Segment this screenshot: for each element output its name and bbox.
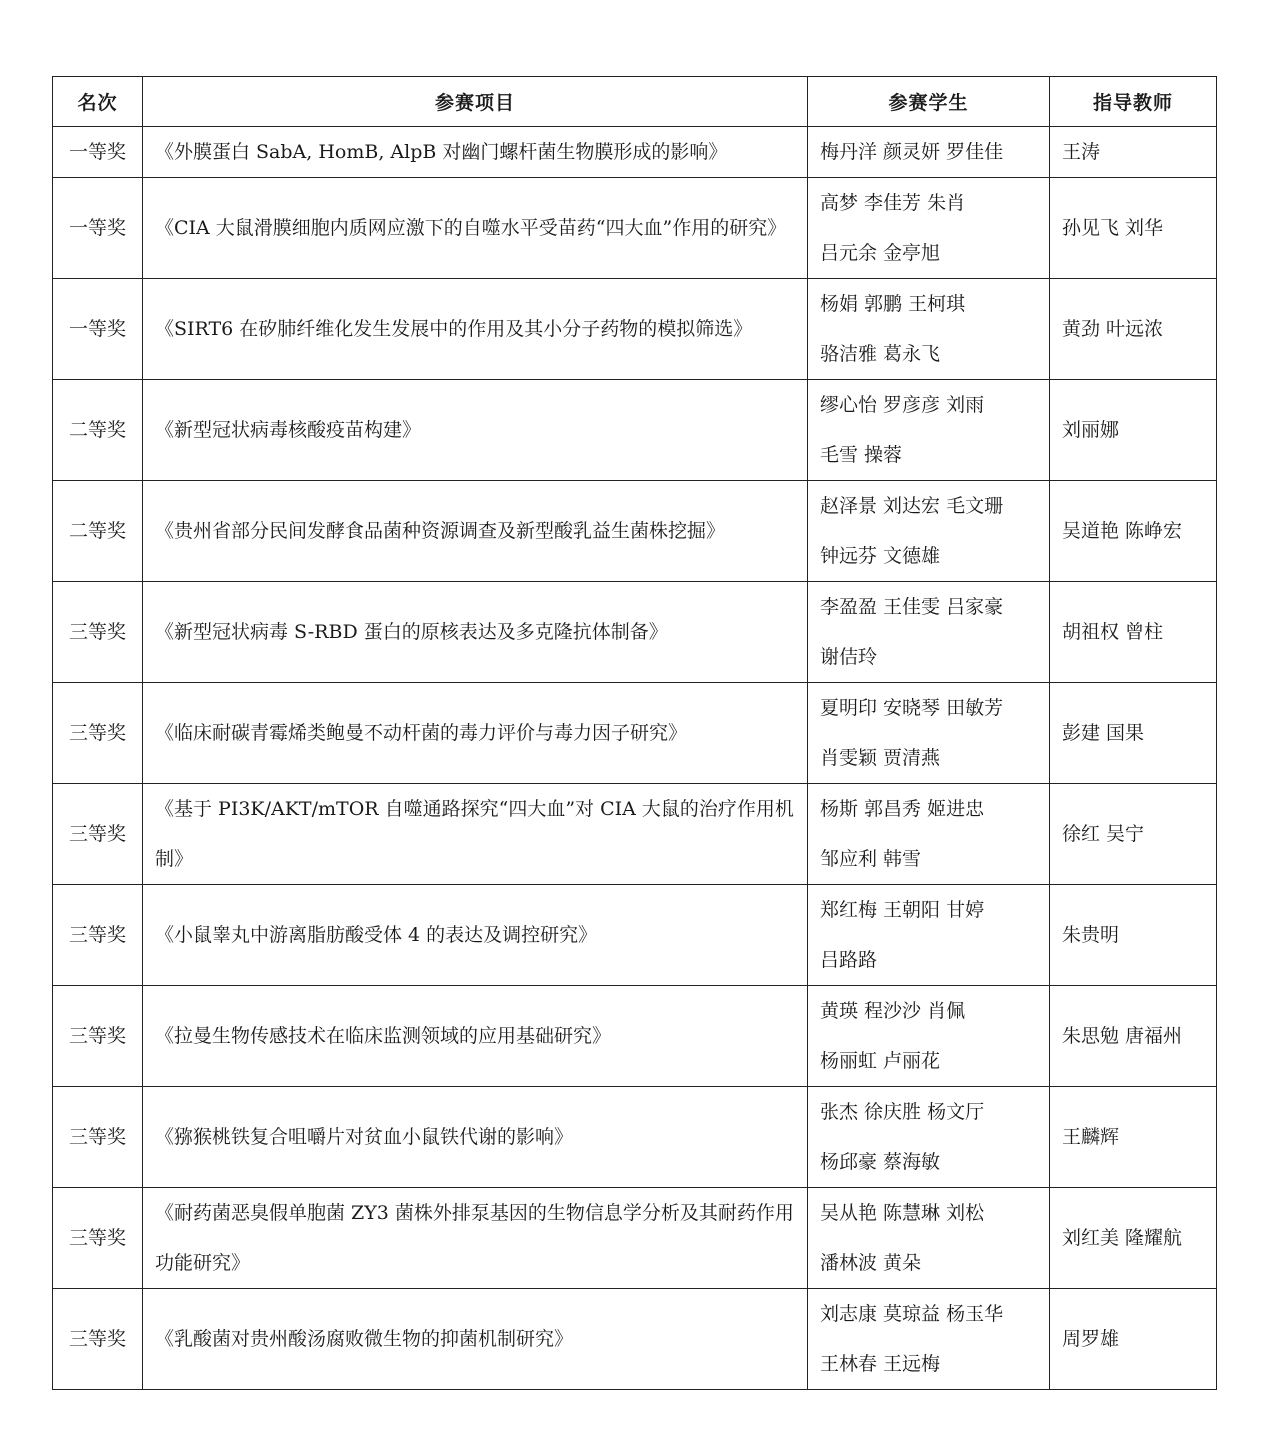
advisor-names: 胡祖权 曾柱: [1050, 582, 1217, 683]
table-row: [53, 1087, 1217, 1188]
advisor-names: 朱思勉 唐福州: [1050, 986, 1217, 1087]
student-list: [808, 1289, 1050, 1390]
award-rank: 一等奖: [53, 279, 143, 380]
student-names-line: 郑红梅 王朝阳 甘婷: [820, 899, 985, 921]
project-title: 《SIRT6 在矽肺纤维化发生发展中的作用及其小分子药物的模拟筛选》: [143, 279, 808, 380]
student-names-line: 毛雪 操蓉: [820, 444, 903, 466]
student-names-line: 黄瑛 程沙沙 肖佩: [820, 1000, 966, 1022]
project-title: 《小鼠睾丸中游离脂肪酸受体 4 的表达及调控研究》: [143, 885, 808, 986]
award-rank: 三等奖: [53, 986, 143, 1087]
table-row: [53, 986, 1217, 1087]
table-row: [53, 127, 1217, 178]
header-project: 参赛项目: [143, 77, 808, 127]
student-names-line: 李盈盈 王佳雯 吕家豪: [820, 596, 1004, 618]
advisor-names: 吴道艳 陈峥宏: [1050, 481, 1217, 582]
header-rank: 名次: [53, 77, 143, 127]
project-title: 《基于 PI3K/AKT/mTOR 自噬通路探究“四大血”对 CIA 大鼠的治疗作用机制》: [143, 784, 808, 885]
student-names-line: 赵泽景 刘达宏 毛文珊: [820, 495, 1004, 517]
project-title: 《耐药菌恶臭假单胞菌 ZY3 菌株外排泵基因的生物信息学分析及其耐药作用功能研究》: [143, 1188, 808, 1289]
project-title: 《CIA 大鼠滑膜细胞内质网应激下的自噬水平受苗药“四大血”作用的研究》: [143, 178, 808, 279]
table-row: [53, 784, 1217, 885]
student-list: [808, 986, 1050, 1087]
awards-table: [52, 76, 1217, 1390]
student-names-line: 杨邱豪 蔡海敏: [820, 1151, 941, 1173]
student-list: [808, 582, 1050, 683]
award-rank: 二等奖: [53, 481, 143, 582]
award-rank: 三等奖: [53, 1087, 143, 1188]
student-names-line: 梅丹洋 颜灵妍 罗佳佳: [820, 141, 1004, 163]
project-title: 《贵州省部分民间发酵食品菌种资源调查及新型酸乳益生菌株挖掘》: [143, 481, 808, 582]
student-list: [808, 683, 1050, 784]
table-row: [53, 1188, 1217, 1289]
advisor-names: 王涛: [1050, 127, 1217, 178]
advisor-names: 黄劲 叶远浓: [1050, 279, 1217, 380]
project-title: 《新型冠状病毒核酸疫苗构建》: [143, 380, 808, 481]
student-names-line: 吴从艳 陈慧琳 刘松: [820, 1202, 985, 1224]
project-title: 《乳酸菌对贵州酸汤腐败微生物的抑菌机制研究》: [143, 1289, 808, 1390]
student-names-line: 潘林波 黄朵: [820, 1252, 922, 1274]
table-row: [53, 683, 1217, 784]
advisor-names: 朱贵明: [1050, 885, 1217, 986]
advisor-names: 刘丽娜: [1050, 380, 1217, 481]
table-row: [53, 582, 1217, 683]
header-row: [53, 77, 1217, 127]
table-body: [53, 127, 1217, 1390]
header-teachers: 指导教师: [1050, 77, 1217, 127]
project-title: 《新型冠状病毒 S-RBD 蛋白的原核表达及多克隆抗体制备》: [143, 582, 808, 683]
table-header: [53, 77, 1217, 127]
table-row: [53, 178, 1217, 279]
student-names-line: 高梦 李佳芳 朱肖: [820, 192, 966, 214]
student-names-line: 骆洁雅 葛永飞: [820, 343, 941, 365]
student-names-line: 杨丽虹 卢丽花: [820, 1050, 941, 1072]
award-rank: 一等奖: [53, 178, 143, 279]
project-title: 《拉曼生物传感技术在临床监测领域的应用基础研究》: [143, 986, 808, 1087]
advisor-names: 王麟辉: [1050, 1087, 1217, 1188]
student-names-line: 钟远芬 文德雄: [820, 545, 941, 567]
table-row: [53, 380, 1217, 481]
award-rank: 三等奖: [53, 1289, 143, 1390]
student-names-line: 谢佶玲: [820, 646, 878, 668]
student-list: [808, 481, 1050, 582]
student-list: [808, 279, 1050, 380]
advisor-names: 刘红美 隆耀航: [1050, 1188, 1217, 1289]
award-rank: 二等奖: [53, 380, 143, 481]
advisor-names: 彭建 国果: [1050, 683, 1217, 784]
project-title: 《临床耐碳青霉烯类鲍曼不动杆菌的毒力评价与毒力因子研究》: [143, 683, 808, 784]
student-names-line: 缪心怡 罗彦彦 刘雨: [820, 394, 985, 416]
student-list: [808, 127, 1050, 178]
student-names-line: 刘志康 莫琼益 杨玉华: [820, 1303, 1004, 1325]
advisor-names: 孙见飞 刘华: [1050, 178, 1217, 279]
award-rank: 三等奖: [53, 1188, 143, 1289]
table-row: [53, 1289, 1217, 1390]
student-names-line: 肖雯颖 贾清燕: [820, 747, 941, 769]
award-rank: 三等奖: [53, 582, 143, 683]
student-list: [808, 784, 1050, 885]
award-rank: 三等奖: [53, 683, 143, 784]
student-names-line: 邹应利 韩雪: [820, 848, 922, 870]
student-list: [808, 178, 1050, 279]
project-title: 《猕猴桃铁复合咀嚼片对贫血小鼠铁代谢的影响》: [143, 1087, 808, 1188]
student-names-line: 杨娟 郭鹏 王柯琪: [820, 293, 966, 315]
award-rank: 三等奖: [53, 885, 143, 986]
project-title: 《外膜蛋白 SabA, HomB, AlpB 对幽门螺杆菌生物膜形成的影响》: [143, 127, 808, 178]
award-rank: 三等奖: [53, 784, 143, 885]
table-row: [53, 481, 1217, 582]
advisor-names: 徐红 吴宁: [1050, 784, 1217, 885]
student-names-line: 吕元余 金亭旭: [820, 242, 941, 264]
student-names-line: 杨斯 郭昌秀 姬进忠: [820, 798, 985, 820]
award-rank: 一等奖: [53, 127, 143, 178]
student-list: [808, 380, 1050, 481]
student-list: [808, 1087, 1050, 1188]
student-names-line: 吕路路: [820, 949, 878, 971]
table-row: [53, 279, 1217, 380]
header-students: 参赛学生: [808, 77, 1050, 127]
student-names-line: 张杰 徐庆胜 杨文厅: [820, 1101, 985, 1123]
student-names-line: 夏明印 安晓琴 田敏芳: [820, 697, 1004, 719]
student-list: [808, 885, 1050, 986]
table-row: [53, 885, 1217, 986]
student-list: [808, 1188, 1050, 1289]
student-names-line: 王林春 王远梅: [820, 1353, 941, 1375]
advisor-names: 周罗雄: [1050, 1289, 1217, 1390]
